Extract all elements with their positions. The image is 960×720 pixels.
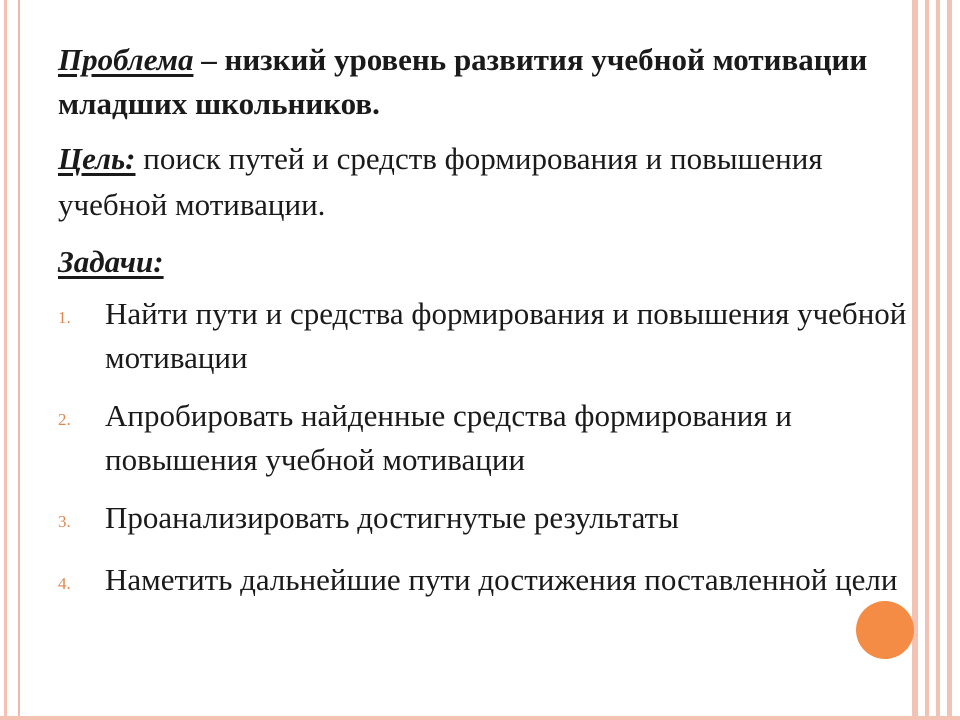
task-item — [58, 292, 908, 380]
task-number: 2. — [58, 410, 71, 429]
goal-statement — [58, 136, 908, 228]
goal-text: поиск путей и средств формирования и повышения учебной мотивации. — [58, 141, 823, 222]
task-item — [58, 394, 908, 482]
stripe — [912, 0, 918, 720]
right-decorative-stripes — [912, 0, 960, 720]
stripe — [925, 0, 929, 720]
goal-label: Цель: — [58, 141, 136, 176]
task-number: 3. — [58, 512, 71, 531]
task-text: Апробировать найденные средства формирования и повышения учебной мотивации — [105, 398, 792, 477]
task-item — [58, 496, 908, 544]
task-text: Найти пути и средства формирования и повышения учебной мотивации — [105, 296, 907, 375]
orange-circle-decoration — [856, 601, 914, 659]
stripe — [936, 0, 940, 720]
problem-statement — [58, 38, 908, 126]
task-text: Наметить дальнейшие пути достижения поставленной цели — [105, 562, 898, 597]
task-item — [58, 558, 908, 606]
problem-text: – низкий уровень развития учебной мотивации младших школьников. — [58, 42, 868, 121]
task-number: 1. — [58, 308, 71, 327]
left-frame-border — [0, 0, 20, 720]
slide-content — [58, 38, 908, 620]
tasks-label: Задачи: — [58, 244, 164, 279]
problem-label: Проблема — [58, 42, 194, 77]
bottom-frame-border — [0, 716, 960, 720]
task-text: Проанализировать достигнутые результаты — [105, 500, 679, 535]
tasks-heading — [58, 242, 908, 282]
stripe — [947, 0, 952, 720]
task-number: 4. — [58, 574, 71, 593]
